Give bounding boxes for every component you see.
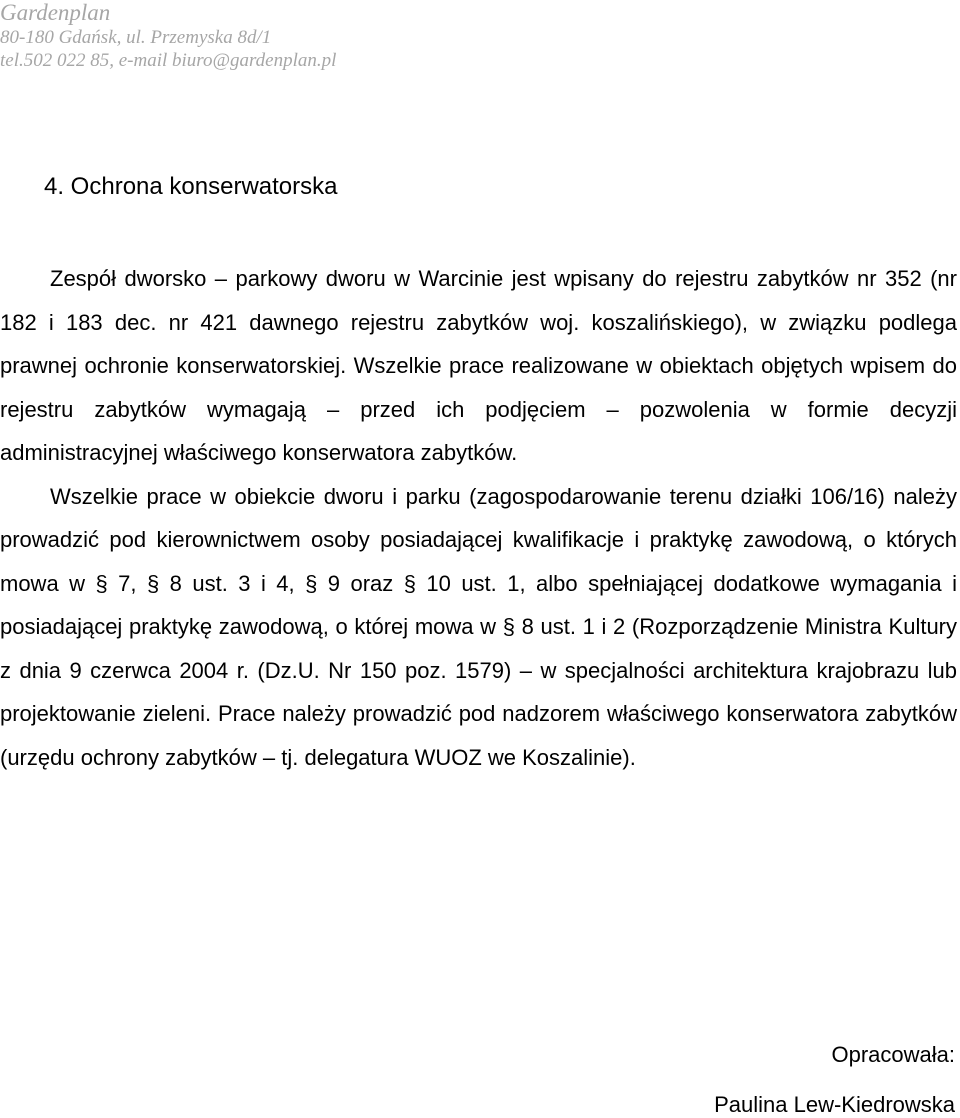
signature-name: Paulina Lew-Kiedrowska [714,1092,955,1117]
company-address: 80-180 Gdańsk, ul. Przemyska 8d/1 [0,27,272,48]
company-name: Gardenplan [0,0,111,25]
signature-block [714,1042,955,1118]
letterhead [0,0,336,72]
company-contact: tel.502 022 85, e-mail biuro@gardenplan.pl [0,50,337,71]
section-heading: 4. Ochrona konserwatorska [44,173,338,200]
signature-label: Opracowała: [831,1042,955,1067]
section-body [0,257,957,779]
paragraph-work-requirements: Wszelkie prace w obiekcie dworu i parku (zagospodarowanie terenu działki 106/16) należy prowadzić pod kierownictwem osoby posiadającej kwalifikacje i praktykę zawodową, o których mowa w § 7, § 8 ust. 3 i 4, § 9 oraz § 10 ust. 1, albo spełniającej dodatkowe wymagania i posiadającej praktykę zawodową, o której mowa w § 8 ust. 1 i 2 (Rozporządzenie Ministra Kultury z dnia 9 czerwca 2004 r. (Dz.U. Nr 150 poz. 1579) – w specjalności architektura krajobrazu lub projektowanie zieleni. Prace należy prowadzić pod nadzorem właściwego konserwatora zabytków (urzędu ochrony zabytków – tj. delegatura WUOZ we Koszalinie). [0,483,957,770]
paragraph-legal-protection: Zespół dworsko – parkowy dworu w Warcinie jest wpisany do rejestru zabytków nr 352 (nr 182 i 183 dec. nr 421 dawnego rejestru zabytków woj. koszalińskiego), w związku podlega prawnej ochronie konserwatorskiej. Wszelkie prace realizowane w obiektach objętych wpisem do rejestru zabytków wymagają – przed ich podjęciem – pozwolenia w formie decyzji administracyjnej właściwego konserwatora zabytków. [0,266,957,465]
